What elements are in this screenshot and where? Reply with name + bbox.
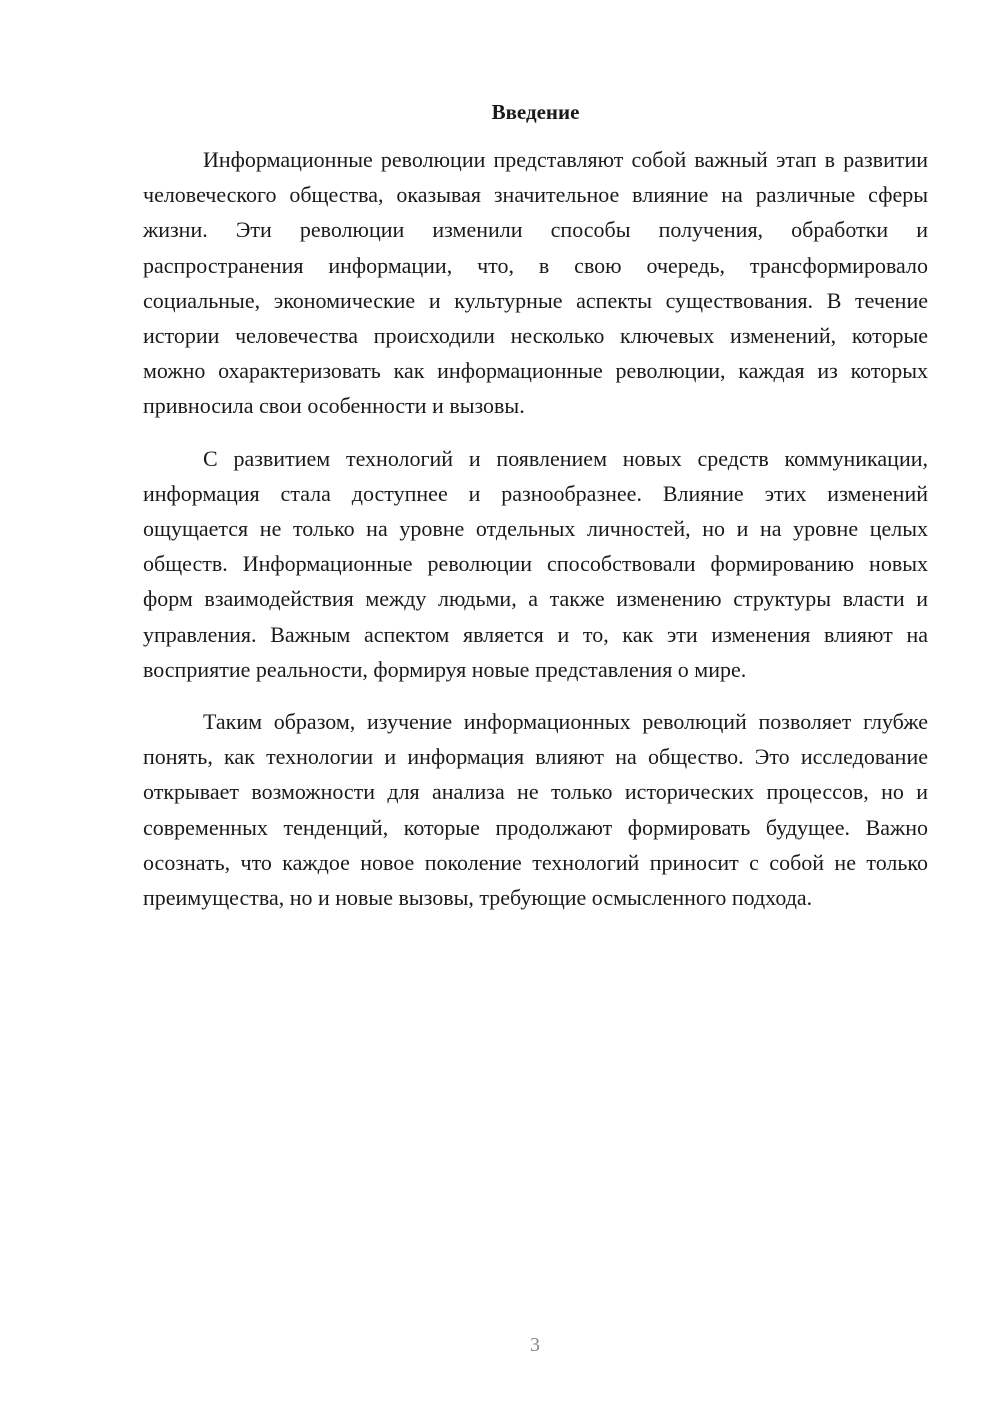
page-number: 3 [530, 1334, 540, 1356]
paragraph-3: Таким образом, изучение информационных революций позволяет глубже понять, как технологии и информация влияют на общество. Это исследование открывает возможности для анализа не только исторических процессов, но и современных тенденций, которые продолжают формировать будущее. Важно осознать, что каждое новое поколение технологий приносит с собой не только преимущества, но и новые вызовы, требующие осмысленного подхода. [143, 709, 928, 911]
paragraph-2: С развитием технологий и появлением новых средств коммуникации, информация стала доступнее и разнообразнее. Влияние этих изменений ощущается не только на уровне отдельных личностей, но и на уровне целых обществ. Информационные революции способствовали формированию новых форм взаимодействия между людьми, а также изменению структуры власти и управления. Важным аспектом является и то, как эти изменения влияют на восприятие реальности, формируя новые представления о мире. [143, 445, 928, 682]
body-text [143, 142, 928, 932]
section-title: Введение [491, 100, 580, 124]
paragraph-1: Информационные революции представляют собой важный этап в развитии человеческого общества, оказывая значительное влияние на различные сферы жизни. Эти революции изменили способы получения, обработки и распространения информации, что, в свою очередь, трансформировало социальные, экономические и культурные аспекты существования. В течение истории человечества происходили несколько ключевых изменений, которые можно охарактеризовать как информационные революции, каждая из которых привносила свои особенности и вызовы. [143, 147, 928, 419]
